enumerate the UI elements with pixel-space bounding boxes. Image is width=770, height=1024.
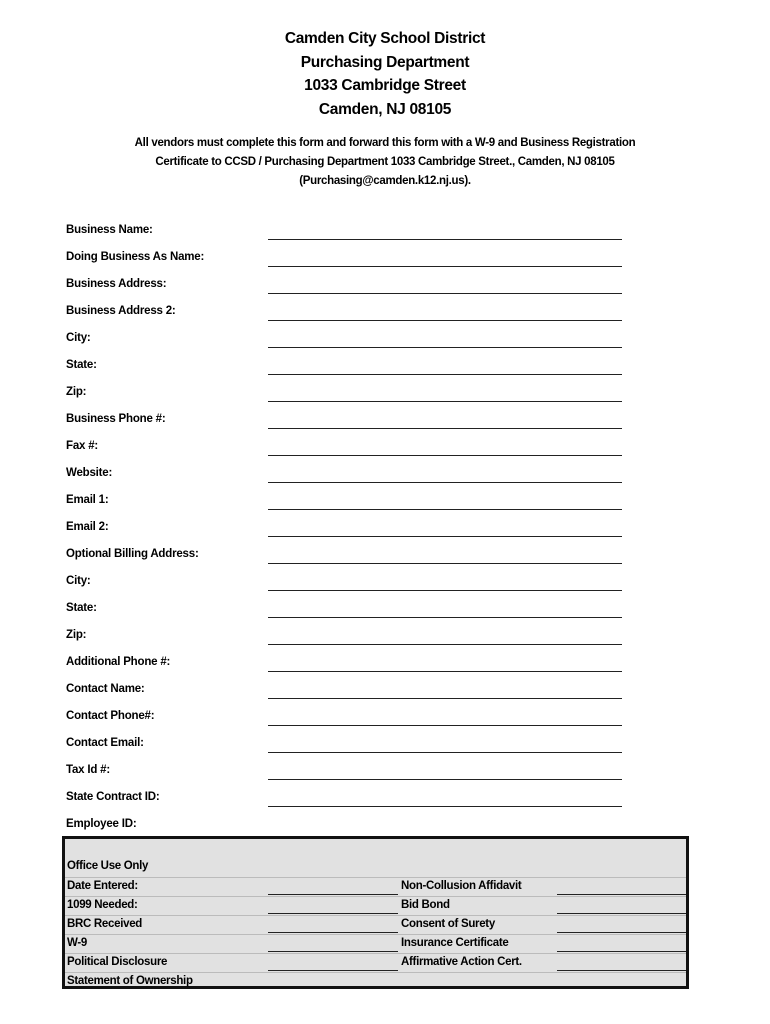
field-label: Fax #:	[66, 440, 99, 452]
street-address: 1033 Cambridge Street	[304, 77, 466, 94]
form-field	[66, 436, 626, 463]
form-field	[66, 328, 626, 355]
field-label: Zip:	[66, 386, 87, 398]
office-row	[65, 915, 686, 934]
field-input-line[interactable]	[268, 509, 622, 510]
field-label: State:	[66, 359, 97, 371]
office-item-label: W-9	[67, 937, 87, 949]
office-item-label: Political Disclosure	[67, 956, 168, 968]
form-field	[66, 382, 626, 409]
office-row	[65, 877, 686, 896]
office-input-line[interactable]	[557, 951, 686, 952]
field-label: Optional Billing Address:	[66, 548, 199, 560]
office-item-label: 1099 Needed:	[67, 899, 138, 911]
office-input-line[interactable]	[268, 932, 398, 933]
office-item-label: Statement of Ownership	[67, 975, 193, 987]
field-label: Website:	[66, 467, 113, 479]
field-label: Email 1:	[66, 494, 109, 506]
field-label: Contact Name:	[66, 683, 145, 695]
field-input-line[interactable]	[268, 482, 622, 483]
office-item-label: Bid Bond	[401, 899, 450, 911]
field-label: State Contract ID:	[66, 791, 160, 803]
field-label: State:	[66, 602, 97, 614]
form-field	[66, 652, 626, 679]
office-input-line[interactable]	[557, 913, 686, 914]
department-name: Purchasing Department	[300, 54, 470, 71]
field-label: Tax Id #:	[66, 764, 110, 776]
district-name: Camden City School District	[284, 30, 486, 47]
field-input-line[interactable]	[268, 374, 622, 375]
field-input-line[interactable]	[268, 563, 622, 564]
office-input-line[interactable]	[268, 894, 398, 895]
field-input-line[interactable]	[268, 644, 622, 645]
field-input-line[interactable]	[268, 428, 622, 429]
office-item-label: BRC Received	[67, 918, 143, 930]
office-title-row	[65, 858, 686, 877]
field-input-line[interactable]	[268, 536, 622, 537]
office-input-line[interactable]	[557, 932, 686, 933]
form-field	[66, 490, 626, 517]
field-label: Zip:	[66, 629, 87, 641]
form-field	[66, 706, 626, 733]
field-label: City:	[66, 332, 91, 344]
field-label: Contact Phone#:	[66, 710, 155, 722]
form-field	[66, 544, 626, 571]
instructions-line: All vendors must complete this form and forward this form with a W-9 and Business Registration	[134, 137, 636, 149]
form-field	[66, 220, 626, 247]
field-input-line[interactable]	[268, 347, 622, 348]
field-input-line[interactable]	[268, 671, 622, 672]
field-input-line[interactable]	[268, 779, 622, 780]
field-input-line[interactable]	[268, 320, 622, 321]
form-field	[66, 787, 626, 814]
field-input-line[interactable]	[268, 752, 622, 753]
office-row	[65, 896, 686, 915]
form-field	[66, 517, 626, 544]
form-field	[66, 355, 626, 382]
field-label: Employee ID:	[66, 818, 137, 830]
vendor-fields	[66, 220, 626, 841]
office-row	[65, 934, 686, 953]
field-label: Doing Business As Name:	[66, 251, 205, 263]
field-label: Business Phone #:	[66, 413, 166, 425]
form-field	[66, 625, 626, 652]
form-field	[66, 571, 626, 598]
office-input-line[interactable]	[557, 970, 686, 971]
office-item-label: Consent of Surety	[401, 918, 495, 930]
field-label: Business Address:	[66, 278, 167, 290]
office-row	[65, 953, 686, 972]
office-input-line[interactable]	[268, 951, 398, 952]
field-label: Business Name:	[66, 224, 153, 236]
office-item-label: Affirmative Action Cert.	[401, 956, 522, 968]
form-field	[66, 247, 626, 274]
office-input-line[interactable]	[268, 970, 398, 971]
field-input-line[interactable]	[268, 698, 622, 699]
office-item-label: Non-Collusion Affidavit	[401, 880, 522, 892]
field-input-line[interactable]	[268, 590, 622, 591]
field-label: Additional Phone #:	[66, 656, 171, 668]
office-input-line[interactable]	[268, 913, 398, 914]
city-state-zip: Camden, NJ 08105	[318, 101, 452, 118]
field-label: Email 2:	[66, 521, 109, 533]
form-field	[66, 409, 626, 436]
field-input-line[interactable]	[268, 401, 622, 402]
field-input-line[interactable]	[268, 266, 622, 267]
instructions-line: Certificate to CCSD / Purchasing Department 1033 Cambridge Street., Camden, NJ 08105	[155, 156, 615, 168]
form-field	[66, 463, 626, 490]
form-field	[66, 733, 626, 760]
field-input-line[interactable]	[268, 806, 622, 807]
form-field	[66, 679, 626, 706]
form-field	[66, 760, 626, 787]
form-field	[66, 274, 626, 301]
field-label: Contact Email:	[66, 737, 144, 749]
office-input-line[interactable]	[557, 894, 686, 895]
field-input-line[interactable]	[268, 239, 622, 240]
field-label: City:	[66, 575, 91, 587]
office-item-label: Insurance Certificate	[401, 937, 509, 949]
instructions-line: (Purchasing@camden.k12.nj.us).	[299, 175, 471, 187]
field-input-line[interactable]	[268, 455, 622, 456]
field-label: Business Address 2:	[66, 305, 176, 317]
office-item-label: Date Entered:	[67, 880, 138, 892]
form-field	[66, 301, 626, 328]
field-input-line[interactable]	[268, 617, 622, 618]
field-input-line[interactable]	[268, 725, 622, 726]
office-row	[65, 972, 686, 991]
office-use-title: Office Use Only	[67, 860, 149, 872]
form-field	[66, 598, 626, 625]
field-input-line[interactable]	[268, 293, 622, 294]
office-use-box	[62, 836, 689, 989]
